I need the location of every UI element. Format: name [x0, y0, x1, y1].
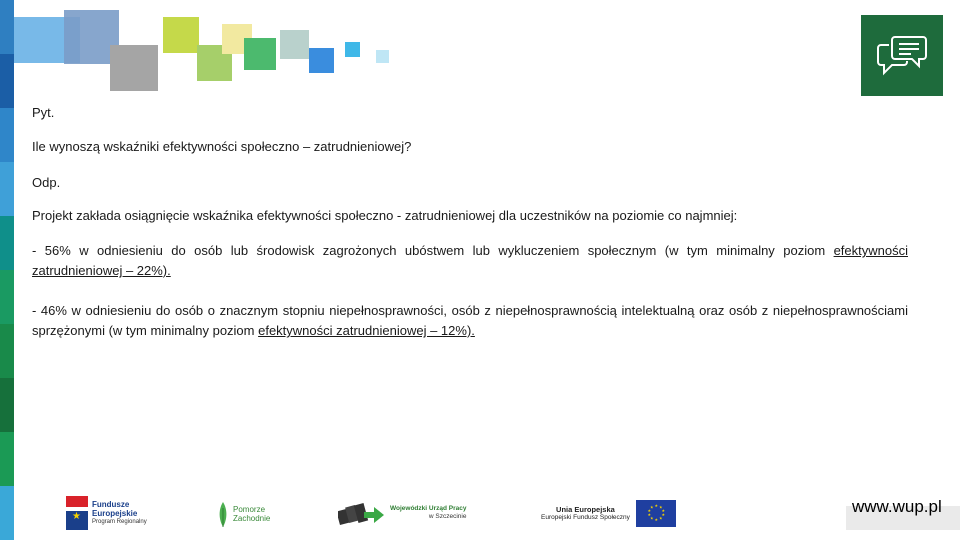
- answer-intro: Projekt zakłada osiągnięcie wskaźnika efektywności społeczno - zatrudnieniowej dla uczestników na poziomie co najmniej:: [32, 208, 738, 223]
- bullet-1-text: - 56% w odniesieniu do osób lub środowisk zagrożonych ubóstwem lub wykluczeniem społecznym (w tym minimalny poziom: [32, 243, 834, 258]
- bullet-1-underlined: efektywności zatrudnieniowej – 22%).: [32, 243, 908, 278]
- bullet-2-text: - 46% w odniesieniu do osób o znacznym stopniu niepełnosprawności, osób z niepełnosprawnością intelektualną oraz osób z niepełnosprawnościami sprzężonymi (w tym minimalny poziom: [32, 303, 908, 338]
- answer-bullet-2: [32, 301, 908, 341]
- fundusze-europejskie-logo: [66, 496, 148, 530]
- decor-square: [110, 45, 158, 91]
- website-link[interactable]: www.wup.pl: [852, 497, 942, 516]
- leaf-icon: [216, 500, 230, 528]
- footer-logos: [0, 490, 960, 540]
- fe-flag-icon: ★: [66, 496, 88, 530]
- bullet-2-underlined: efektywności zatrudnieniowej – 12%).: [258, 323, 475, 338]
- wup-line2: w Szczecinie: [428, 513, 467, 520]
- pomorze-zachodnie-logo: [216, 500, 270, 528]
- question-label: Pyt.: [32, 105, 55, 120]
- wup-blocks-icon: [338, 500, 384, 526]
- wup-line1: Wojewódzki Urząd Pracy: [390, 505, 467, 512]
- decor-square: [345, 42, 360, 57]
- decor-square: [309, 48, 334, 73]
- svg-text:★: ★: [647, 508, 651, 513]
- decor-square: [280, 30, 309, 59]
- answer-bullet-1: [32, 241, 908, 281]
- question-text: Ile wynoszą wskaźniki efektywności społeczno – zatrudnieniowej?: [32, 139, 412, 154]
- unia-europejska-logo: [541, 500, 676, 527]
- ue-line2: Europejski Fundusz Społeczny: [541, 513, 630, 521]
- eu-flag-icon: [636, 500, 676, 527]
- svg-text:★: ★: [661, 512, 665, 517]
- answer-label: Odp.: [32, 175, 61, 190]
- chat-icon-box: [861, 15, 943, 96]
- fe-title: Fundusze Europejskie: [92, 499, 138, 518]
- ue-line1: Unia Europejska: [556, 504, 615, 514]
- svg-text:★: ★: [647, 512, 651, 517]
- decor-square: [163, 17, 199, 53]
- svg-text:★: ★: [658, 504, 663, 510]
- svg-text:★: ★: [658, 515, 663, 521]
- pz-line1: Pomorze: [233, 505, 266, 514]
- speech-bubbles-icon: [875, 31, 929, 79]
- svg-text:★: ★: [649, 515, 654, 521]
- left-color-strip: [0, 0, 14, 540]
- wup-logo: [338, 500, 466, 526]
- decor-square: [244, 38, 276, 70]
- svg-text:★: ★: [649, 504, 654, 510]
- decor-square: [376, 50, 389, 63]
- svg-text:★: ★: [654, 503, 658, 508]
- pz-line2: Zachodnie: [233, 514, 271, 523]
- website-box: [846, 496, 960, 540]
- fe-subtitle: Program Regionalny: [92, 518, 147, 525]
- svg-text:★: ★: [654, 517, 658, 522]
- svg-text:★: ★: [661, 508, 665, 513]
